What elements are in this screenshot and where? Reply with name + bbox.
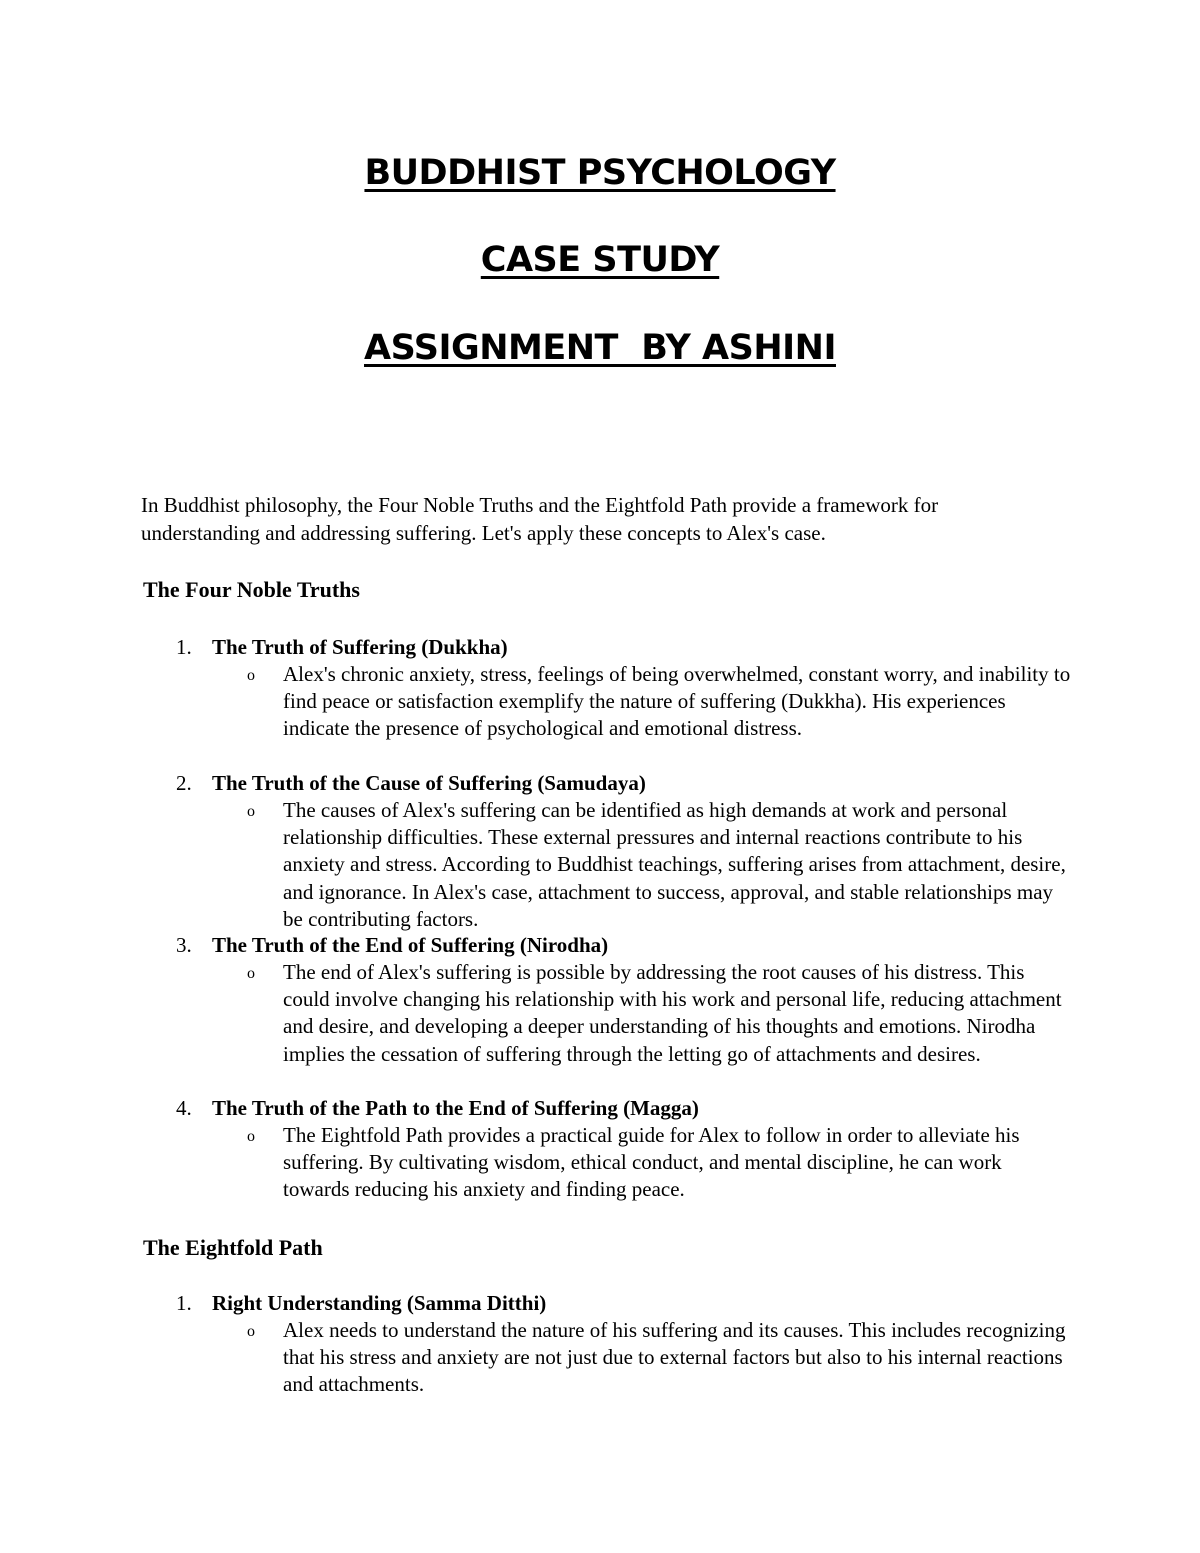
bullet-marker: o <box>247 667 255 684</box>
list-item-title: The Truth of Suffering (Dukkha) <box>212 635 508 659</box>
list-number: 1. <box>176 635 192 659</box>
list-item-title: The Truth of the End of Suffering (Nirodha) <box>212 933 609 957</box>
bullet-marker: o <box>247 965 255 982</box>
intro-paragraph: In Buddhist philosophy, the Four Noble Truths and the Eightfold Path provide a framework for understanding and addressing suffering. Let's apply these concepts to Alex's case. <box>141 493 939 545</box>
list-item-description: Alex's chronic anxiety, stress, feelings of being overwhelmed, constant worry, and inability to find peace or satisfaction exemplify the nature of suffering (Dukkha). His experiences indicate the presence of psychological and emotional distress. <box>283 662 1071 741</box>
list-number: 2. <box>176 771 192 795</box>
bullet-marker: o <box>247 803 255 820</box>
list-item-description: The Eightfold Path provides a practical guide for Alex to follow in order to alleviate his suffering. By cultivating wisdom, ethical conduct, and mental discipline, he can work towards reducing his anxiety and finding peace. <box>283 1123 1020 1202</box>
list-item-title: The Truth of the Path to the End of Suffering (Magga) <box>212 1096 699 1120</box>
list-item-title: Right Understanding (Samma Ditthi) <box>212 1291 547 1315</box>
list-item-title: The Truth of the Cause of Suffering (Samudaya) <box>212 771 646 795</box>
list-item-description: Alex needs to understand the nature of his suffering and its causes. This includes recognizing that his stress and anxiety are not just due to external factors but also to his internal reactions and attachments. <box>283 1318 1066 1397</box>
eightfold-path-heading: The Eightfold Path <box>143 1235 323 1260</box>
bullet-marker: o <box>247 1323 255 1340</box>
list-number: 3. <box>176 933 192 957</box>
list-item-description: The causes of Alex's suffering can be identified as high demands at work and personal relationship difficulties. These external pressures and internal reactions contribute to his anxiety and stress. According to Buddhist teachings, suffering arises from attachment, desire, and ignorance. In Alex's case, attachment to success, approval, and stable relationships may be contributing factors. <box>283 798 1066 931</box>
bullet-marker: o <box>247 1128 255 1145</box>
document-title-line-3: ASSIGNMENT BY ASHINI <box>364 328 836 368</box>
document-title-line-2: CASE STUDY <box>480 240 720 280</box>
list-item-description: The end of Alex's suffering is possible by addressing the root causes of his distress. This could involve changing his relationship with his work and personal life, reducing attachment and desire, and developing a deeper understanding of his thoughts and emotions. Nirodha implies the cessation of suffering through the letting go of attachments and desires. <box>283 960 1062 1066</box>
list-number: 1. <box>176 1291 192 1315</box>
list-number: 4. <box>176 1096 192 1120</box>
four-noble-truths-heading: The Four Noble Truths <box>143 577 360 602</box>
document-title-line-1: BUDDHIST PSYCHOLOGY <box>364 153 836 193</box>
